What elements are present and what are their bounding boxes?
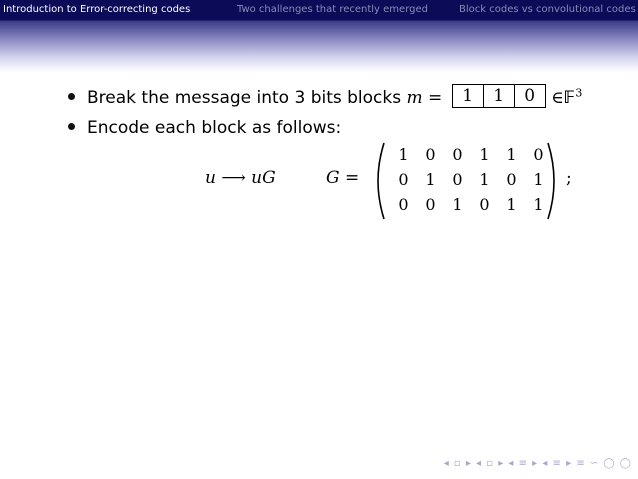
matrix-trailing-semicolon: ; xyxy=(566,168,572,188)
equals-sign: = xyxy=(428,88,443,108)
nav-section-block-vs-conv[interactable]: Block codes vs convolutional codes xyxy=(459,4,636,15)
matrix-cell: 0 xyxy=(425,195,436,214)
bullet-icon xyxy=(68,93,75,100)
matrix-cell: 1 xyxy=(479,170,490,189)
field-symbol: 𝔽 xyxy=(563,88,576,108)
bit-cell: 1 xyxy=(484,85,515,107)
bit-cell: 0 xyxy=(524,86,536,106)
matrix-cell: 1 xyxy=(479,145,490,164)
matrix-cell: 1 xyxy=(425,170,436,189)
beamer-navigation-icons[interactable]: ◂ ▫ ▸ ◂ ▫ ▸ ◂ ≡ ▸ ◂ ≡ ▸ ≡ ∽ ◯ ◯ xyxy=(443,458,632,469)
matrix-cell: 1 xyxy=(533,195,544,214)
matrix-grid xyxy=(390,145,552,220)
matrix-cell: 0 xyxy=(452,145,463,164)
matrix-cell: 0 xyxy=(425,145,436,164)
matrix-cell: 0 xyxy=(398,195,409,214)
element-of-symbol: ∈ xyxy=(551,88,564,108)
right-paren-icon xyxy=(546,141,562,221)
encoding-map: u ⟶ uG xyxy=(205,168,276,188)
bullet-icon xyxy=(68,123,75,130)
bullet-text: Encode each block as follows: xyxy=(87,118,342,138)
message-bits-box xyxy=(452,84,546,108)
bit-cell: 1 xyxy=(453,85,484,107)
matrix-cell: 0 xyxy=(479,195,490,214)
bullet-encode-block xyxy=(68,118,341,138)
matrix-cell: 1 xyxy=(398,145,409,164)
matrix-cell: 0 xyxy=(398,170,409,189)
matrix-cell: 0 xyxy=(533,145,544,164)
left-paren-icon xyxy=(370,141,386,221)
matrix-cell: 1 xyxy=(506,195,517,214)
nav-section-intro[interactable]: Introduction to Error-correcting codes xyxy=(3,4,191,15)
nav-section-challenges[interactable]: Two challenges that recently emerged xyxy=(237,4,428,15)
matrix-cell: 1 xyxy=(506,145,517,164)
field-exponent: 3 xyxy=(575,86,583,100)
matrix-cell: 0 xyxy=(506,170,517,189)
matrix-cell: 0 xyxy=(452,170,463,189)
bullet-text: Break the message into 3 bits blocks xyxy=(87,88,402,108)
matrix-label: G = xyxy=(326,168,360,188)
matrix-cell: 1 xyxy=(452,195,463,214)
generator-matrix xyxy=(370,141,562,221)
bullet-break-message xyxy=(68,86,582,110)
matrix-cell: 1 xyxy=(533,170,544,189)
message-var: m xyxy=(406,88,423,108)
